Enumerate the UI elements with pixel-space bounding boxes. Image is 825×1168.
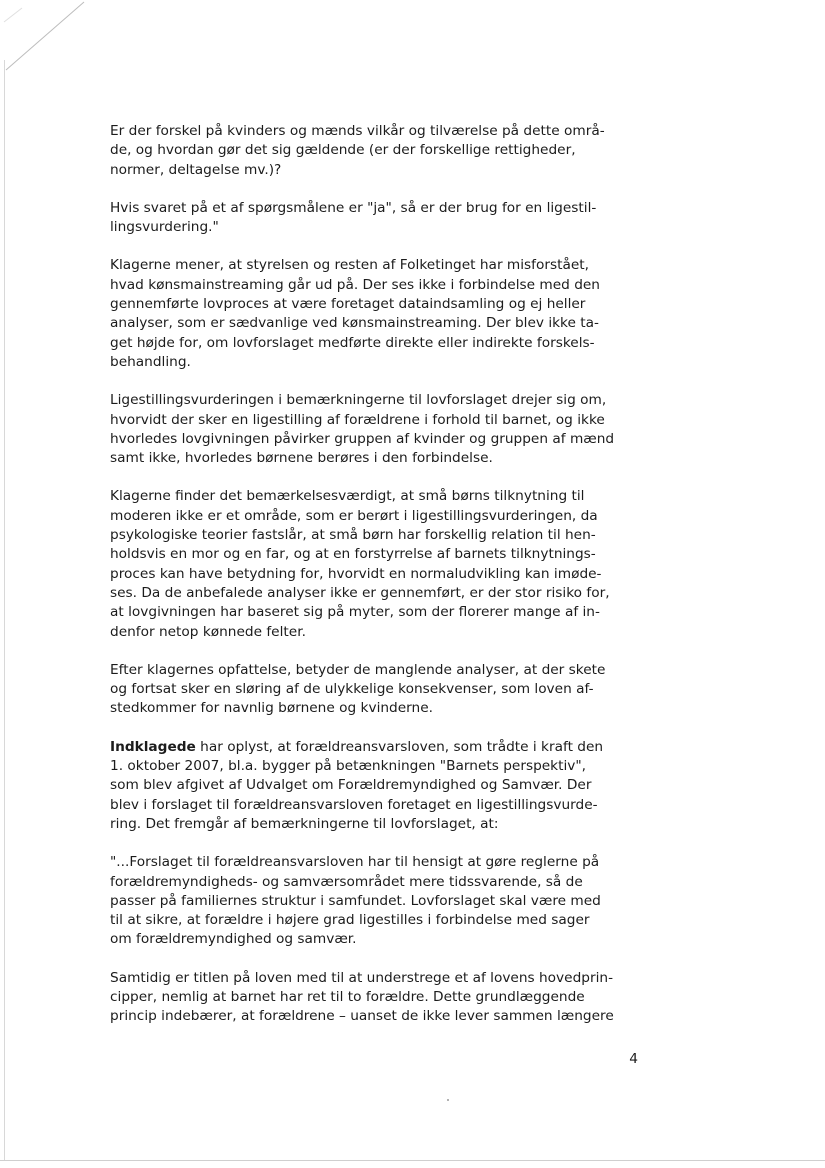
text-line: hvad kønsmainstreaming går ud på. Der ses ikke i forbindelse med den [110, 276, 600, 293]
text-line: normer, deltagelse mv.)? [110, 161, 282, 178]
text-line: de, og hvordan gør det sig gældende (er der forskellige rettigheder, [110, 142, 576, 159]
scan-left-edge [4, 60, 5, 1160]
text-line: ses. Da de anbefalede analyser ikke er gennemført, er der stor risiko for, [110, 584, 610, 601]
text-line: analyser, som er sædvanlige ved kønsmainstreaming. Der blev ikke ta- [110, 315, 599, 332]
scan-bottom-edge [0, 1160, 825, 1161]
paragraph-7 [110, 738, 635, 834]
paragraph-1 [110, 122, 635, 180]
text-line: proces kan have betydning for, hvorvidt en normaludvikling kan imøde- [110, 565, 602, 582]
text-line: til at sikre, at forældre i højere grad ligestilles i forbindelse med sager [110, 912, 590, 929]
text-line: lingsvurdering." [110, 219, 219, 236]
document-body [110, 122, 635, 1046]
paragraph-9 [110, 969, 635, 1027]
text-line: holdsvis en mor og en far, og at en forstyrrelse af barnets tilknytnings- [110, 546, 596, 563]
text-line: moderen ikke er et område, som er berørt i ligestillingsvurderingen, da [110, 507, 598, 524]
text-line: "...Forslaget til forældreansvarsloven har til hensigt at gøre reglerne på [110, 854, 600, 871]
text-line: stedkommer for navnlig børnene og kvinderne. [110, 700, 433, 717]
text-line: behandling. [110, 353, 191, 370]
text-line: Klagerne mener, at styrelsen og resten af Folketinget har misforstået, [110, 257, 590, 274]
paragraph-8-quote [110, 853, 635, 949]
text-line: hvorvidt der sker en ligestilling af forældrene i forhold til barnet, og ikke [110, 411, 605, 428]
paragraph-4 [110, 391, 635, 468]
text-line: passer på familiernes struktur i samfundet. Lovforslaget skal være med [110, 892, 601, 909]
text-line: ring. Det fremgår af bemærkningerne til lovforslaget, at: [110, 815, 499, 832]
text-line: Hvis svaret på et af spørgsmålene er "ja", så er der brug for en ligestil- [110, 199, 597, 216]
text-line: at lovgivningen har baseret sig på myter, som der florerer mange af in- [110, 604, 600, 621]
page-number: 4 [629, 1051, 638, 1067]
text-line: Er der forskel på kvinders og mænds vilkår og tilværelse på dette områ- [110, 123, 605, 139]
scan-corner-mark [0, 0, 90, 80]
paragraph-2 [110, 199, 635, 238]
scan-speck [447, 1099, 449, 1101]
text-line: gennemførte lovproces at være foretaget dataindsamling og ej heller [110, 296, 586, 313]
text-line: Ligestillingsvurderingen i bemærkningerne til lovforslaget drejer sig om, [110, 392, 607, 409]
text-line: hvorledes lovgivningen påvirker gruppen af kvinder og gruppen af mænd [110, 430, 615, 447]
text-line: denfor netop kønnede felter. [110, 623, 306, 640]
text-line: cipper, nemlig at barnet har ret til to forældre. Dette grundlæggende [110, 988, 585, 1005]
text-line: Efter klagernes opfattelse, betyder de manglende analyser, at der skete [110, 661, 606, 678]
text-line: og fortsat sker en sløring af de ulykkelige konsekvenser, som loven af- [110, 681, 594, 698]
text-line: 1. oktober 2007, bl.a. bygger på betænkningen "Barnets perspektiv", [110, 758, 587, 775]
text-line: Klagerne finder det bemærkelsesværdigt, at små børns tilknytning til [110, 488, 585, 505]
text-line: som blev afgivet af Udvalget om Forældremyndighed og Samvær. Der [110, 777, 592, 794]
text-line: samt ikke, hvorledes børnene berøres i den forbindelse. [110, 450, 493, 467]
text-line: blev i forslaget til forældreansvarsloven foretaget en ligestillingsvurde- [110, 796, 598, 813]
text-line: princip indebærer, at forældrene – uanset de ikke lever sammen længere [110, 1008, 614, 1025]
paragraph-3 [110, 256, 635, 372]
paragraph-6 [110, 661, 635, 719]
text-line-first [110, 738, 635, 757]
text-line: forældremyndigheds- og samværsområdet mere tidssvarende, så de [110, 873, 583, 890]
bold-lead-indklagede: Indklagede [110, 738, 196, 755]
text-line: psykologiske teorier fastslår, at små børn har forskellig relation til hen- [110, 527, 596, 544]
text-line: om forældremyndighed og samvær. [110, 931, 357, 948]
paragraph-5 [110, 487, 635, 641]
text-line-rest: har oplyst, at forældreansvarsloven, som trådte i kraft den [195, 738, 604, 755]
text-line: get højde for, om lovforslaget medførte direkte eller indirekte forskels- [110, 334, 595, 351]
text-line: Samtidig er titlen på loven med til at understrege et af lovens hovedprin- [110, 969, 614, 986]
